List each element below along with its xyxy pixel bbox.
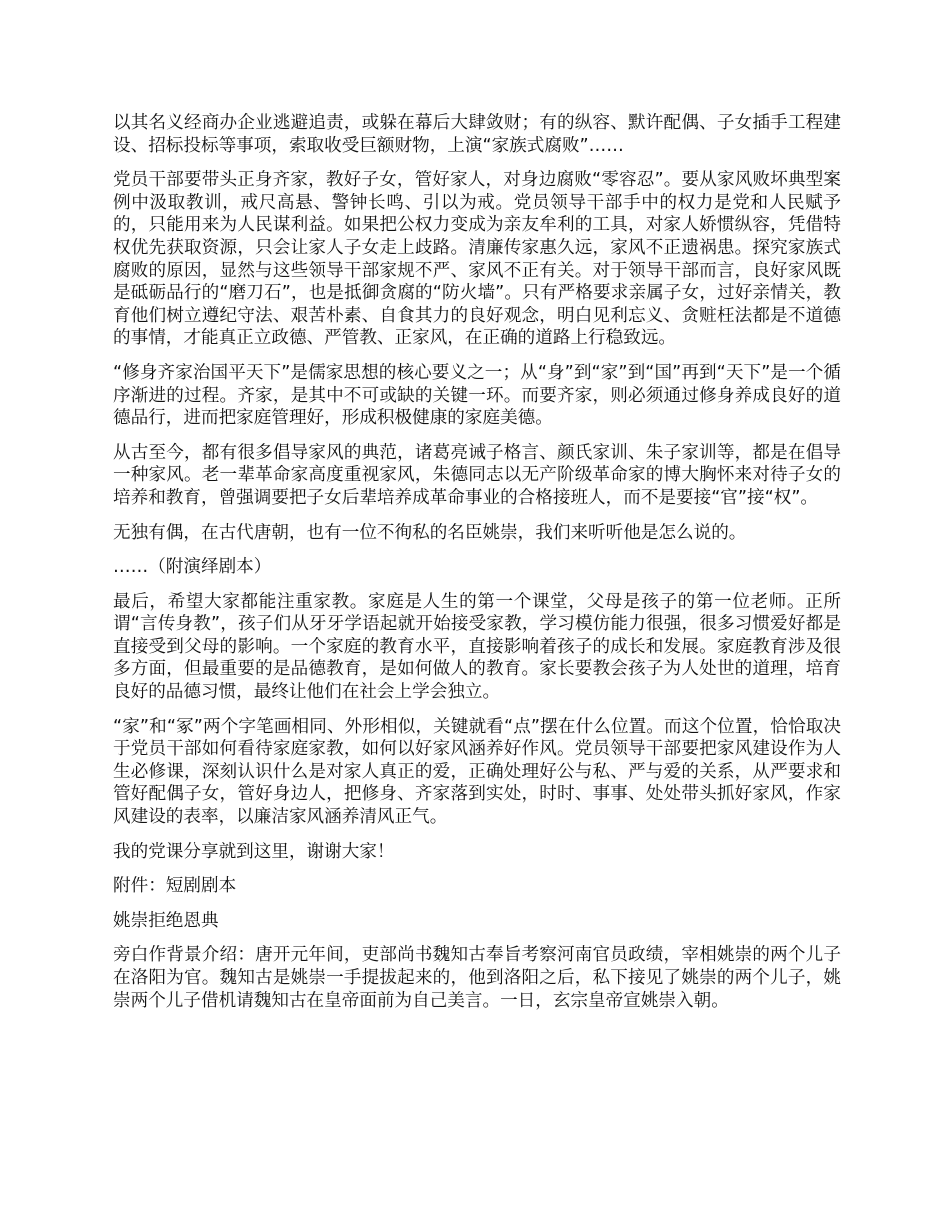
attachment-label: 附件：短剧剧本 <box>113 876 237 897</box>
paragraph: 旁白作背景介绍：唐开元年间，吏部尚书魏知古奉旨考察河南官员政绩，宰相姚崇的两个儿子在洛阳为官。魏知古是姚崇一手提拔起来的，他到洛阳之后，私下接见了姚崇的两个儿子，姚崇两个儿子借机请魏知古在皇帝面前为自己美言。一日，玄宗皇帝宣姚崇入朝。 <box>113 945 841 1011</box>
paragraph: 最后，希望大家都能注重家教。家庭是人生的第一个课堂，父母是孩子的第一位老师。正所谓“言传身教”，孩子们从牙牙学语起就开始接受家教，学习模仿能力很强，很多习惯爱好都是直接受到父母的影响。一个家庭的教育水平，直接影响着孩子的成长和发展。家庭教育涉及很多方面，但最重要的是品德教育，是如何做人的教育。家长要教会孩子为人处世的道理，培育良好的品德习惯，最终让他们在社会上学会独立。 <box>113 591 841 703</box>
paragraph: “修身齐家治国平天下”是儒家思想的核心要义之一；从“身”到“家”到“国”再到“天下”是一个循序渐进的过程。齐家，是其中不可或缺的关键一环。而要齐家，则必须通过修身养成良好的道德品行，进而把家庭管理好，形成积极健康的家庭美德。 <box>113 362 841 429</box>
paragraph: 从古至今，都有很多倡导家风的典范，诸葛亮诫子格言、颜氏家训、朱子家训等，都是在倡导一种家风。老一辈革命家高度重视家风，朱德同志以无产阶级革命家的博大胸怀来对待子女的培养和教育，曾强调要把子女后辈培养成革命事业的合格接班人，而不是要接“官”接“权”。 <box>113 442 841 508</box>
document-body <box>113 112 841 1024</box>
paragraph: 无独有偶，在古代唐朝，也有一位不徇私的名臣姚崇，我们来听听他是怎么说的。 <box>113 522 747 543</box>
paragraph: ……（附演绎剧本） <box>113 557 272 578</box>
closing-line: 我的党课分享就到这里，谢谢大家！ <box>113 841 395 862</box>
paragraph: 以其名义经商办企业逃避追责，或躲在幕后大肆敛财；有的纵容、默许配偶、子女插手工程建设、招标投标等事项，索取收受巨额财物，上演“家族式腐败”…… <box>113 113 841 156</box>
paragraph: 党员干部要带头正身齐家，教好子女，管好家人，对身边腐败“零容忍”。要从家风败坏典型案例中汲取教训，戒尺高悬、警钟长鸣、引以为戒。党员领导干部手中的权力是党和人民赋予的，只能用来为人民谋利益。如果把公权力变成为亲友牟利的工具，对家人娇惯纵容，凭借特权优先获取资源，只会让家人子女走上歧路。清廉传家惠久远，家风不正遗祸患。探究家族式腐败的原因，显然与这些领导干部家规不严、家风不正有关。对于领导干部而言，良好家风既是砥砺品行的“磨刀石”，也是抵御贪腐的“防火墙”。只有严格要求亲属子女，过好亲情关，教育他们树立遵纪守法、艰苦朴素、自食其力的良好观念，明白见利忘义、贪赃枉法都是不道德的事情，才能真正立政德、严管教、正家风，在正确的道路上行稳致远。 <box>113 170 841 349</box>
paragraph: “家”和“冢”两个字笔画相同、外形相似，关键就看“点”摆在什么位置。而这个位置，恰恰取决于党员干部如何看待家庭家教，如何以好家风涵养好作风。党员领导干部要把家风建设作为人生必修课，深刻认识什么是对家人真正的爱，正确处理好公与私、严与爱的关系，从严要求和管好配偶子女，管好身边人，把修身、齐家落到实处，时时、事事、处处带头抓好家风，作家风建设的表率，以廉洁家风涵养清风正气。 <box>113 716 841 828</box>
script-title: 姚崇拒绝恩典 <box>113 910 219 931</box>
